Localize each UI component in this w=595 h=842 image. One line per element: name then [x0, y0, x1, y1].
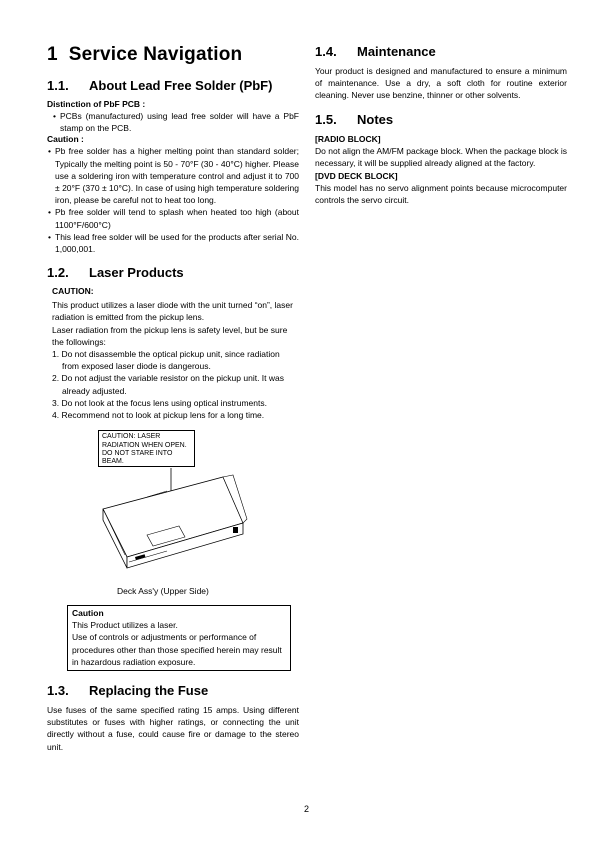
laser-step: 4. Recommend not to look at pickup lens for a long time. [52, 410, 265, 421]
left-column [47, 40, 299, 753]
section-number: 1.1. [47, 78, 69, 93]
figure-caption: Deck Ass'y (Upper Side) [117, 586, 209, 597]
section-title: Maintenance [357, 44, 436, 59]
caution-box-title: Caution [72, 608, 104, 619]
caution-box-line: This Product utilizes a laser. [72, 620, 178, 631]
laser-step: 1. Do not disassemble the optical pickup unit, since radiation from exposed laser diode is dangerous. [52, 349, 280, 372]
section-number: 1.2. [47, 265, 69, 281]
deck-assembly-drawing [47, 427, 299, 587]
section-title: About Lead Free Solder (PbF) [89, 78, 273, 93]
caution-box-line: Use of controls or adjustments or performance of procedures other than those specified herein may result in hazardous radiation exposure. [72, 632, 282, 667]
section-number: 1.3. [47, 683, 69, 699]
chapter-number: 1 [47, 44, 58, 65]
radio-block-paragraph: Do not align the AM/FM package block. When the package block is necessary, it will be supplied already aligned at the factory. [315, 145, 567, 168]
section-heading-1-5 [315, 112, 567, 127]
laser-intro-2: Laser radiation from the pickup lens is safety level, but be sure the followings: [52, 324, 288, 347]
radio-block-label: [RADIO BLOCK] [315, 133, 381, 144]
section-heading-1-3 [47, 683, 299, 698]
section-title: Notes [357, 111, 394, 127]
distinction-label: Distinction of PbF PCB : [47, 99, 146, 109]
chapter-heading [47, 44, 299, 66]
page-number: 2 [304, 804, 310, 814]
maintenance-paragraph: Your product is designed and manufactured to ensure a minimum of maintenance. Use a dry, a soft cloth for routine exterior cleaning. Never use benzine, thinner or other solvents. [315, 66, 567, 101]
deck-figure [47, 427, 299, 599]
laser-intro-1: This product utilizes a laser diode with the unit turned “on”, laser radiation is emitted from the pickup lens. [52, 300, 293, 323]
dvd-block-label: [DVD DECK BLOCK] [315, 171, 398, 182]
section-number: 1.5. [315, 111, 337, 127]
dvd-block-paragraph: This model has no servo alignment points because microcomputer controls the servo circuit. [315, 183, 567, 206]
laser-caution-label: CAUTION: [52, 286, 94, 297]
laser-step: 3. Do not look at the focus lens using optical instruments. [52, 397, 267, 408]
laser-step: 2. Do not adjust the variable resistor on the pickup unit. It was already adjusted. [52, 373, 284, 396]
section-heading-1-2 [47, 265, 299, 280]
laser-warning-label: CAUTION: LASER RADIATION WHEN OPEN. DO NOT STARE INTO BEAM. [98, 430, 195, 467]
section-title: Laser Products [89, 265, 184, 281]
caution-label: Caution : [47, 134, 84, 145]
fuse-paragraph: Use fuses of the same specified rating 15 amps. Using different substitutes or fuses with higher ratings, or connecting the unit directly without a fuse, could cause fire or damage to the stereo unit. [47, 705, 299, 752]
section-title: Replacing the Fuse [89, 683, 209, 699]
section-number: 1.4. [315, 44, 337, 59]
caution-item: • This lead free solder will be used for the products after serial No. 1,000,001. [47, 231, 299, 255]
section-heading-1-1 [47, 78, 299, 93]
laser-caution-box [67, 605, 291, 671]
distinction-item: • PCBs (manufactured) using lead free solder will have a PbF stamp on the PCB. [52, 110, 299, 134]
right-column [315, 40, 567, 206]
caution-item: • Pb free solder will tend to splash when heated too high (about 1100°F/600°C) [47, 206, 299, 230]
section-heading-1-4 [315, 44, 567, 59]
chapter-title: Service Navigation [68, 44, 243, 65]
caution-item: • Pb free solder has a higher melting point than standard solder; Typically the melting point is 50 - 70°F (30 - 40°C) higher. Please use a soldering iron with temperature control and adjust it to 700 ± 20°F (370 ± 10°C). In case of using high temperature soldering iron, please be careful not to heat too long. [47, 145, 299, 206]
